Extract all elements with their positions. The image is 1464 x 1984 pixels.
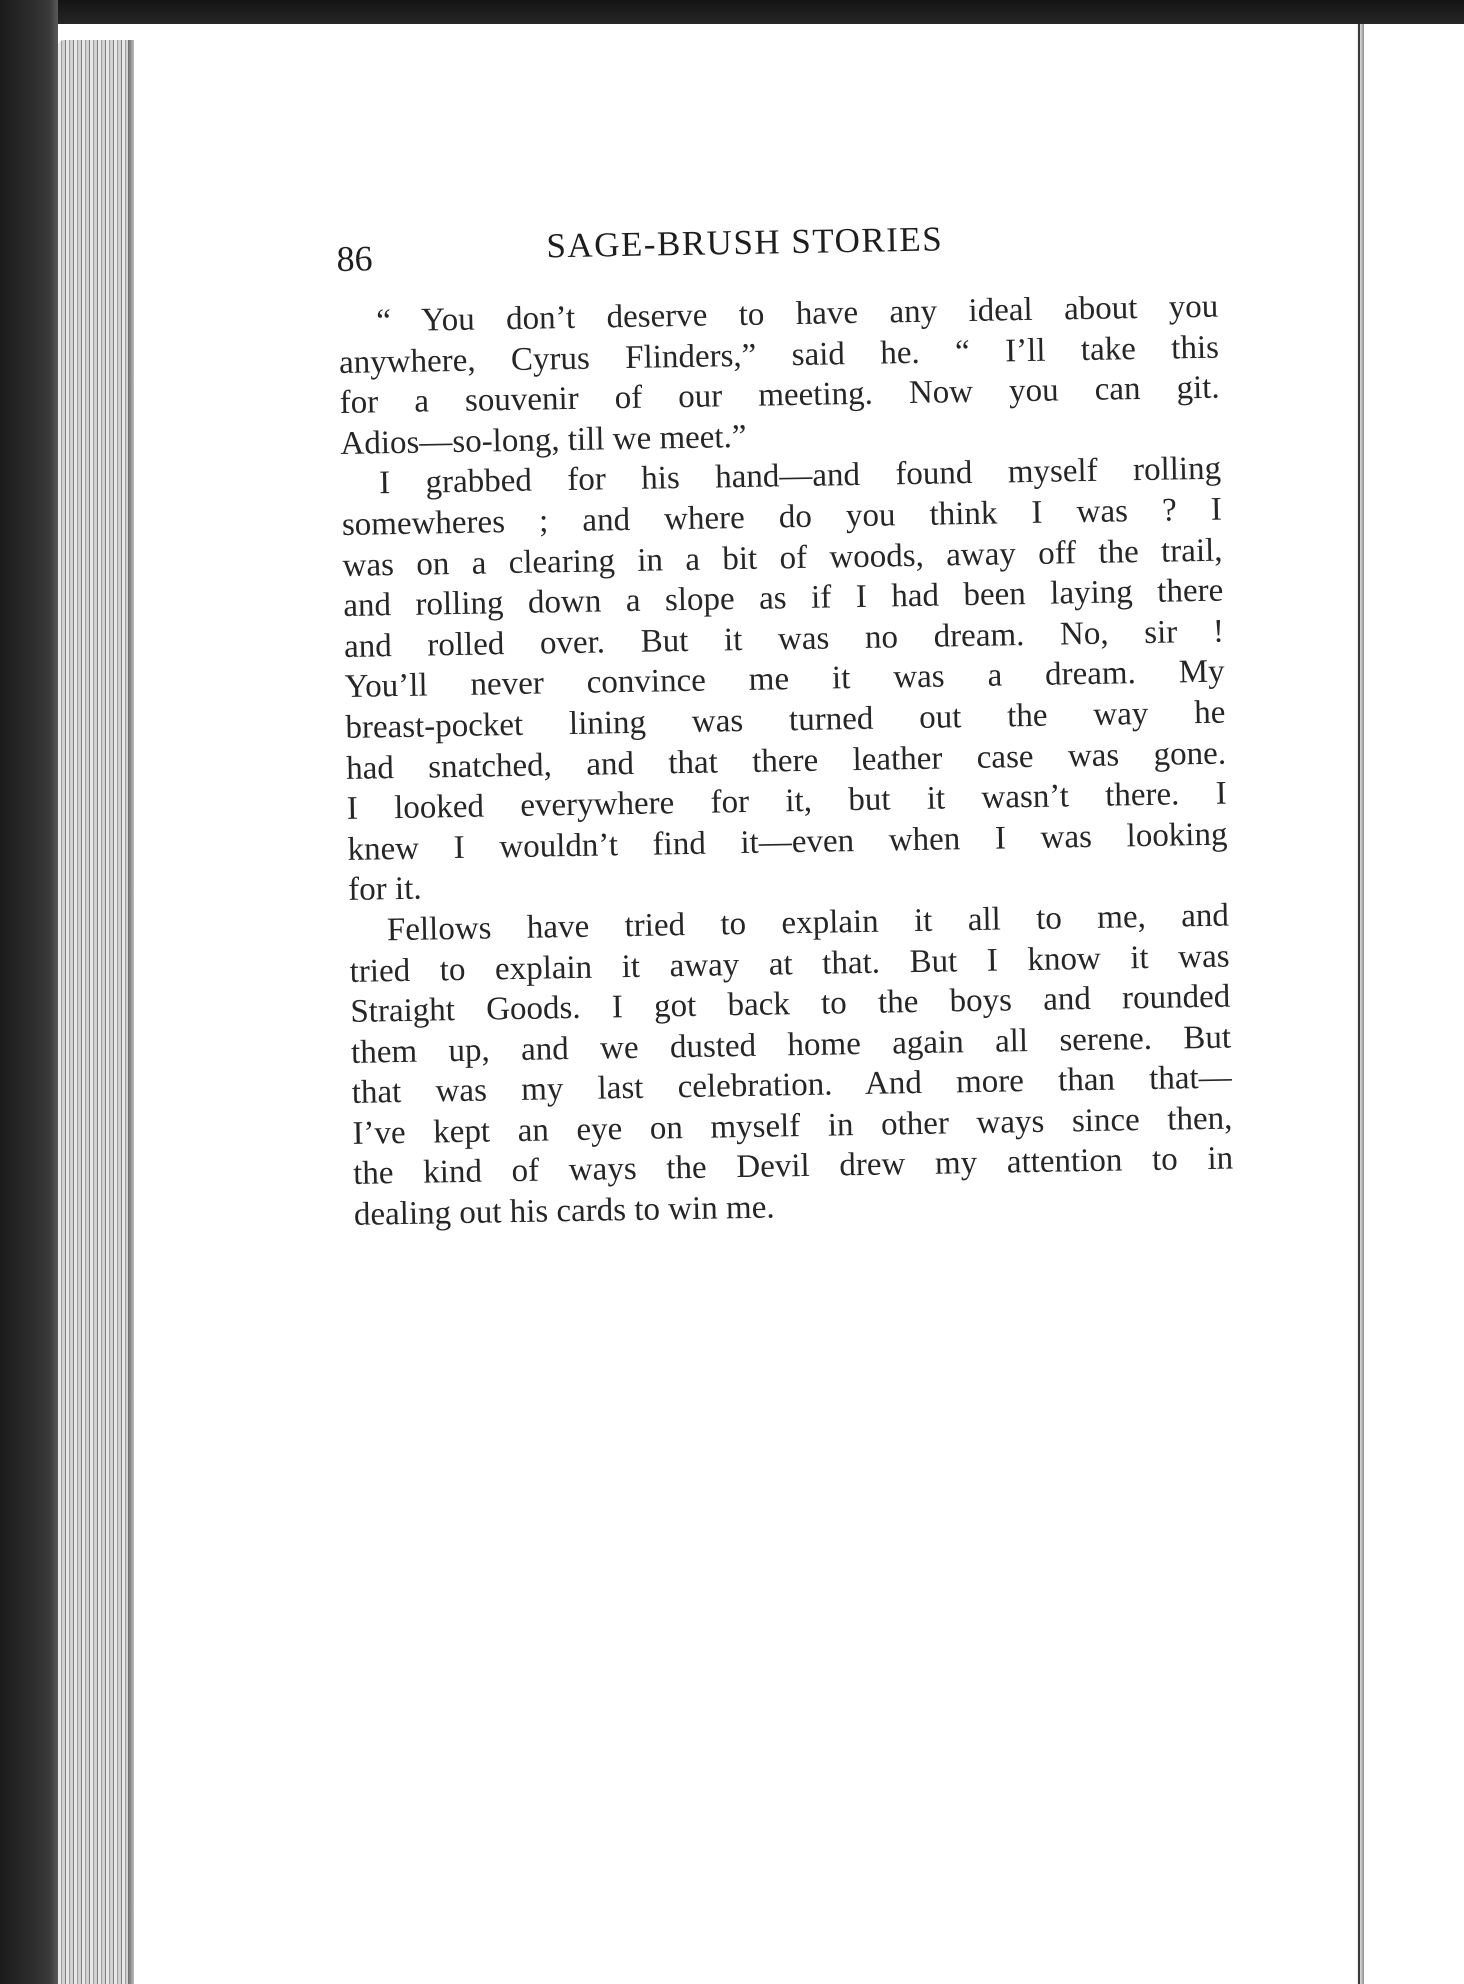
book-cover-spine [0,0,58,1984]
text-line: Adios—so-long, till we meet.” [340,418,747,462]
paragraph [349,895,1235,1235]
text-line: was on a clearing in a bit of woods, away off the trail, [342,532,1223,584]
facing-page-edge [1364,24,1464,1984]
text-line: that was my last celebration. And more than that— [351,1059,1232,1112]
paragraph [338,287,1221,465]
text-line: “ You don’t deserve to have any ideal about you [376,288,1219,340]
text-line: Fellows have tried to explain it all to me, and [386,897,1230,949]
text-line: and rolling down a slope as if I had been laying there [342,572,1224,625]
paragraph [341,449,1229,911]
text-line: You’ll never convince me it was a dream. My [344,653,1225,706]
running-title: SAGE-BRUSH STORIES [546,219,944,266]
text-line: them up, and we dusted home again all serene. But [350,1019,1232,1071]
text-line: breast-pocket lining was turned out the way he [345,694,1226,746]
text-line: somewheres ; and where do you think I was ? I [341,491,1223,543]
text-line: I looked everywhere for it, but it wasn’t there. I [346,775,1228,828]
text-line: knew I wouldn’t find it—even when I was looking [347,816,1228,868]
stacked-page-edges [58,40,132,1984]
text-line: I grabbed for his hand—and found myself rolling [378,450,1222,502]
text-line: and rolled over. But it was no dream. No, sir ! [343,613,1225,665]
text-line: anywhere, Cyrus Flinders,” said he. “ I’ll take this [338,329,1220,381]
book-cover-top-edge [0,0,1464,24]
text-line: had snatched, and that there leather case was gone. [345,735,1227,787]
text-line: for it. [347,870,422,909]
text-line: the kind of ways the Devil drew my attention to in [352,1140,1234,1193]
text-line: Straight Goods. I got back to the boys and rounded [350,978,1231,1030]
running-head [336,214,1007,286]
text-line: tried to explain it away at that. But I know it was [349,938,1230,990]
page-number: 86 [336,238,373,279]
gutter-fold-line [1358,24,1360,1984]
text-line: dealing out his cards to win me. [353,1189,775,1233]
body-text [338,287,1234,1236]
text-line: for a souvenir of our meeting. Now you can git. [339,369,1220,422]
text-line: I’ve kept an eye on myself in other ways since then, [352,1100,1233,1152]
